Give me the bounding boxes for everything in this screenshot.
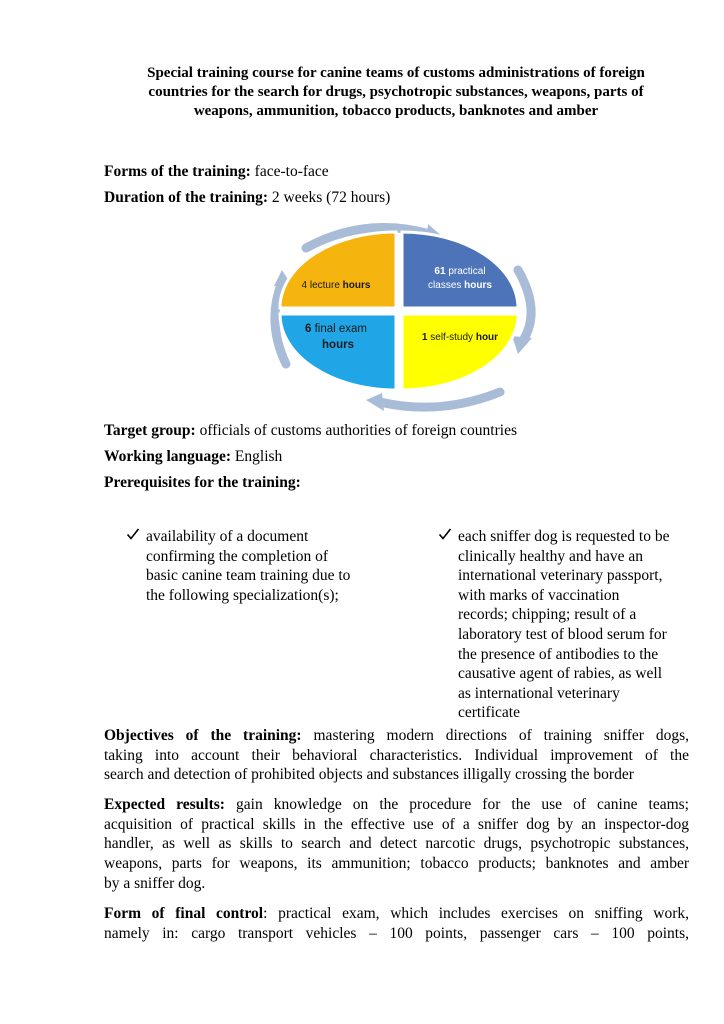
prereq-label: Prerequisites for the training: [104, 474, 301, 491]
item-line: as international veterinary [458, 684, 620, 702]
label-practical-hours-line1: 61 practical [434, 266, 486, 277]
item-line: clinically healthy and have an [458, 547, 644, 565]
forms-of-training [104, 162, 329, 182]
expected-results-paragraph [104, 795, 689, 894]
final-control-paragraph [104, 904, 689, 943]
results-text: gain knowledge on the procedure for the use of canine teams; [224, 796, 689, 813]
duration-value: 2 weeks (72 hours) [271, 189, 391, 206]
objectives-paragraph [104, 726, 689, 785]
segment-lecture-hours [280, 232, 396, 308]
title-line: Special training course for canine teams of customs administrations of foreign [147, 65, 645, 81]
arrow-bottom [380, 392, 500, 407]
results-label: Expected results: [104, 796, 225, 813]
label-self-study-hours: 1 self-study hour [421, 332, 499, 343]
arrow-right [518, 270, 531, 342]
final-control-label: Form of final control [104, 905, 264, 922]
language-value: English [234, 448, 283, 465]
results-text: acquisition of practical skills in the effective use of a sniffer dog by an inspector-dog [104, 815, 689, 833]
segment-self-study-hours [402, 314, 518, 390]
arrow-right-head [512, 336, 532, 354]
checkmark-icon [438, 527, 452, 541]
duration-of-training [104, 188, 390, 208]
item-line: records; chipping; result of a [458, 606, 637, 624]
target-group [104, 421, 517, 441]
final-control-text: namely in: cargo transport vehicles – 100 points, passenger cars – 100 points, [104, 924, 689, 942]
target-value: officials of customs authorities of foreign countries [199, 422, 517, 439]
item-line: confirming the completion of [146, 547, 329, 565]
objectives-text: taking into account their behavioral characteristics. Individual improvement of the [104, 746, 689, 764]
item-line: the presence of antibodies to the [458, 645, 659, 663]
document-title [100, 64, 692, 121]
working-language [104, 447, 282, 467]
item-line: international veterinary passport, [458, 567, 663, 585]
objectives-text: mastering modern directions of training sniffer dogs, [301, 727, 690, 744]
label-exam-hours-line2: hours [322, 339, 354, 351]
prerequisite-item-left [146, 527, 396, 605]
title-line: countries for the search for drugs, psychotropic substances, weapons, parts of [148, 84, 644, 100]
results-text: handler, as well as skills to search and detect narcotic drugs, psychotropic substances, [104, 835, 689, 853]
results-text: weapons, parts for weapons, its ammunition; tobacco products; banknotes and amber [104, 855, 689, 873]
forms-label: Forms of the training: [104, 163, 251, 180]
item-line: the following specialization(s); [146, 586, 339, 604]
label-lecture-hours: 4 lecture hours [301, 280, 371, 291]
final-control-text: : practical exam, which includes exercises on sniffing work, [263, 905, 689, 922]
checkmark-icon [126, 527, 140, 541]
item-line: certificate [458, 704, 520, 722]
objectives-label: Objectives of the training: [104, 727, 302, 744]
training-hours-diagram [270, 222, 540, 412]
item-line: causative agent of rabies, as well [458, 665, 662, 683]
prerequisites-heading [104, 473, 301, 493]
duration-label: Duration of the training: [104, 189, 269, 206]
label-exam-hours-line1: 6 final exam [304, 323, 368, 335]
objectives-text: search and detection of prohibited objects and substances illigally crossing the border [104, 766, 634, 784]
forms-value: face-to-face [254, 163, 329, 180]
item-line: basic canine team training due to [146, 567, 351, 585]
item-line: with marks of vaccination [458, 586, 620, 604]
prerequisite-item-right [458, 527, 698, 723]
arrow-bottom-head [366, 393, 384, 411]
title-line: weapons, ammunition, tobacco products, banknotes and amber [193, 103, 599, 119]
language-label: Working language: [104, 448, 232, 465]
results-text: by a sniffer dog. [104, 874, 206, 892]
item-line: each sniffer dog is requested to be [458, 528, 670, 545]
item-line: availability of a document [146, 528, 309, 545]
target-label: Target group: [104, 422, 196, 439]
item-line: laboratory test of blood serum for [458, 625, 667, 643]
label-practical-hours-line2: classes hours [428, 280, 492, 291]
